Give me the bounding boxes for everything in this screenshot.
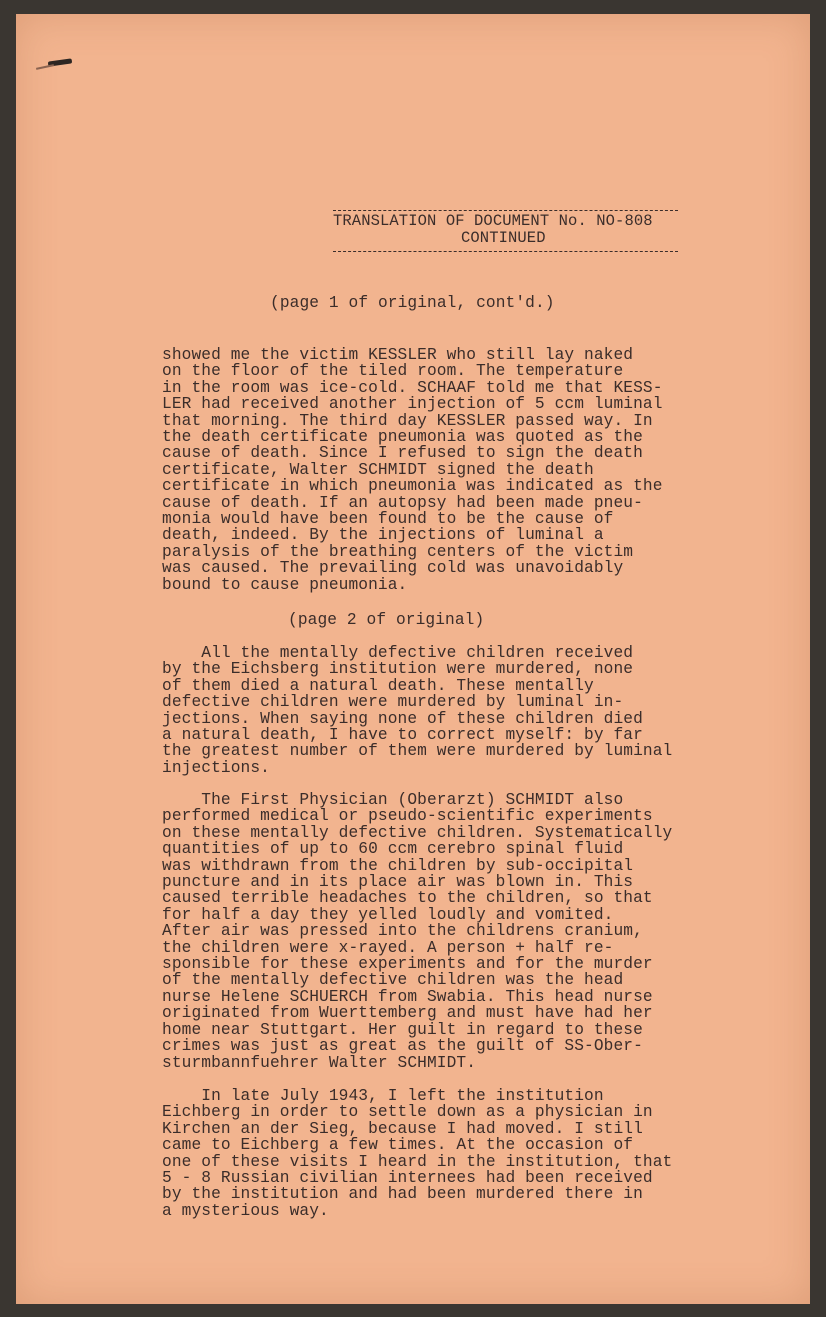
text-line: of them died a natural death. These mentally bbox=[162, 676, 594, 695]
text-line: nurse Helene SCHUERCH from Swabia. This head nurse bbox=[162, 987, 653, 1006]
text-line: that morning. The third day KESSLER passed way. In bbox=[162, 411, 653, 430]
text-line: home near Stuttgart. Her guilt in regard to these bbox=[162, 1020, 643, 1039]
text-line: LER had received another injection of 5 ccm luminal bbox=[162, 395, 663, 414]
text-line: 5 - 8 Russian civilian internees had been received bbox=[162, 1169, 653, 1188]
text-line: the greatest number of them were murdered by luminal bbox=[162, 742, 673, 761]
text-line: the children were x-rayed. A person + half re- bbox=[162, 938, 614, 957]
text-line: of the mentally defective children was the head bbox=[162, 971, 624, 990]
text-line: a mysterious way. bbox=[162, 1201, 329, 1220]
text-line: by the Eichsberg institution were murdered, none bbox=[162, 660, 634, 679]
paragraph-2 bbox=[162, 645, 702, 776]
document-heading bbox=[333, 210, 678, 252]
text-line: performed medical or pseudo-scientific experiments bbox=[162, 807, 653, 826]
paragraph-3 bbox=[162, 792, 702, 1071]
text-line: death, indeed. By the injections of luminal a bbox=[162, 526, 604, 545]
text-line: sturmbannfuehrer Walter SCHMIDT. bbox=[162, 1053, 477, 1072]
text-line: by the institution and had been murdered there in bbox=[162, 1185, 643, 1204]
text-line: paralysis of the breathing centers of the victim bbox=[162, 542, 634, 561]
text-line: caused terrible headaches to the children, so that bbox=[162, 889, 653, 908]
text-line: one of these visits I heard in the institution, that bbox=[162, 1152, 673, 1171]
text-line: injections. bbox=[162, 758, 270, 777]
text-line: cause of death. If an autopsy had been made pneu- bbox=[162, 493, 643, 512]
text-line: cause of death. Since I refused to sign the death bbox=[162, 444, 643, 463]
text-line: showed me the victim KESSLER who still lay naked bbox=[162, 346, 634, 364]
heading-title: TRANSLATION OF DOCUMENT No. NO-808 bbox=[333, 212, 653, 230]
paragraph-4 bbox=[162, 1088, 702, 1219]
ink-scratch bbox=[36, 64, 54, 70]
paragraph-1 bbox=[162, 347, 702, 593]
text-line: was caused. The prevailing cold was unavoidably bbox=[162, 559, 624, 578]
text-line: The First Physician (Oberarzt) SCHMIDT also bbox=[162, 791, 624, 809]
text-line: in the room was ice-cold. SCHAAF told me that KESS- bbox=[162, 378, 663, 397]
page-note-second: (page 2 of original) bbox=[288, 611, 485, 629]
text-line: bound to cause pneumonia. bbox=[162, 575, 408, 594]
text-line: defective children were murdered by luminal in- bbox=[162, 693, 624, 712]
text-line: on the floor of the tiled room. The temperature bbox=[162, 362, 624, 381]
text-line: All the mentally defective children received bbox=[162, 644, 634, 662]
text-line: a natural death, I have to correct myself: by far bbox=[162, 726, 643, 745]
text-line: certificate, Walter SCHMIDT signed the death bbox=[162, 460, 594, 479]
text-line: After air was pressed into the childrens cranium, bbox=[162, 922, 643, 941]
text-line: sponsible for these experiments and for the murder bbox=[162, 955, 653, 974]
page-note-first: (page 1 of original, cont'd.) bbox=[270, 294, 555, 312]
text-line: for half a day they yelled loudly and vomited. bbox=[162, 905, 614, 924]
text-line: puncture and in its place air was blown in. This bbox=[162, 873, 634, 892]
text-line: came to Eichberg a few times. At the occasion of bbox=[162, 1136, 634, 1155]
text-line: certificate in which pneumonia was indicated as the bbox=[162, 477, 663, 496]
text-line: was withdrawn from the children by sub-occipital bbox=[162, 856, 634, 875]
text-line: crimes was just as great as the guilt of SS-Ober- bbox=[162, 1037, 643, 1056]
text-line: on these mentally defective children. Systematically bbox=[162, 823, 673, 842]
text-line: jections. When saying none of these children died bbox=[162, 709, 643, 728]
text-line: monia would have been found to be the cause of bbox=[162, 510, 614, 529]
text-line: quantities of up to 60 ccm cerebro spinal fluid bbox=[162, 840, 624, 859]
heading-subtitle: CONTINUED bbox=[461, 229, 546, 247]
text-line: Kirchen an der Sieg, because I had moved. I still bbox=[162, 1119, 643, 1138]
text-line: the death certificate pneumonia was quoted as the bbox=[162, 428, 643, 447]
text-line: In late July 1943, I left the institution bbox=[162, 1087, 604, 1105]
text-line: Eichberg in order to settle down as a physician in bbox=[162, 1103, 653, 1122]
text-line: originated from Wuerttemberg and must have had her bbox=[162, 1004, 653, 1023]
